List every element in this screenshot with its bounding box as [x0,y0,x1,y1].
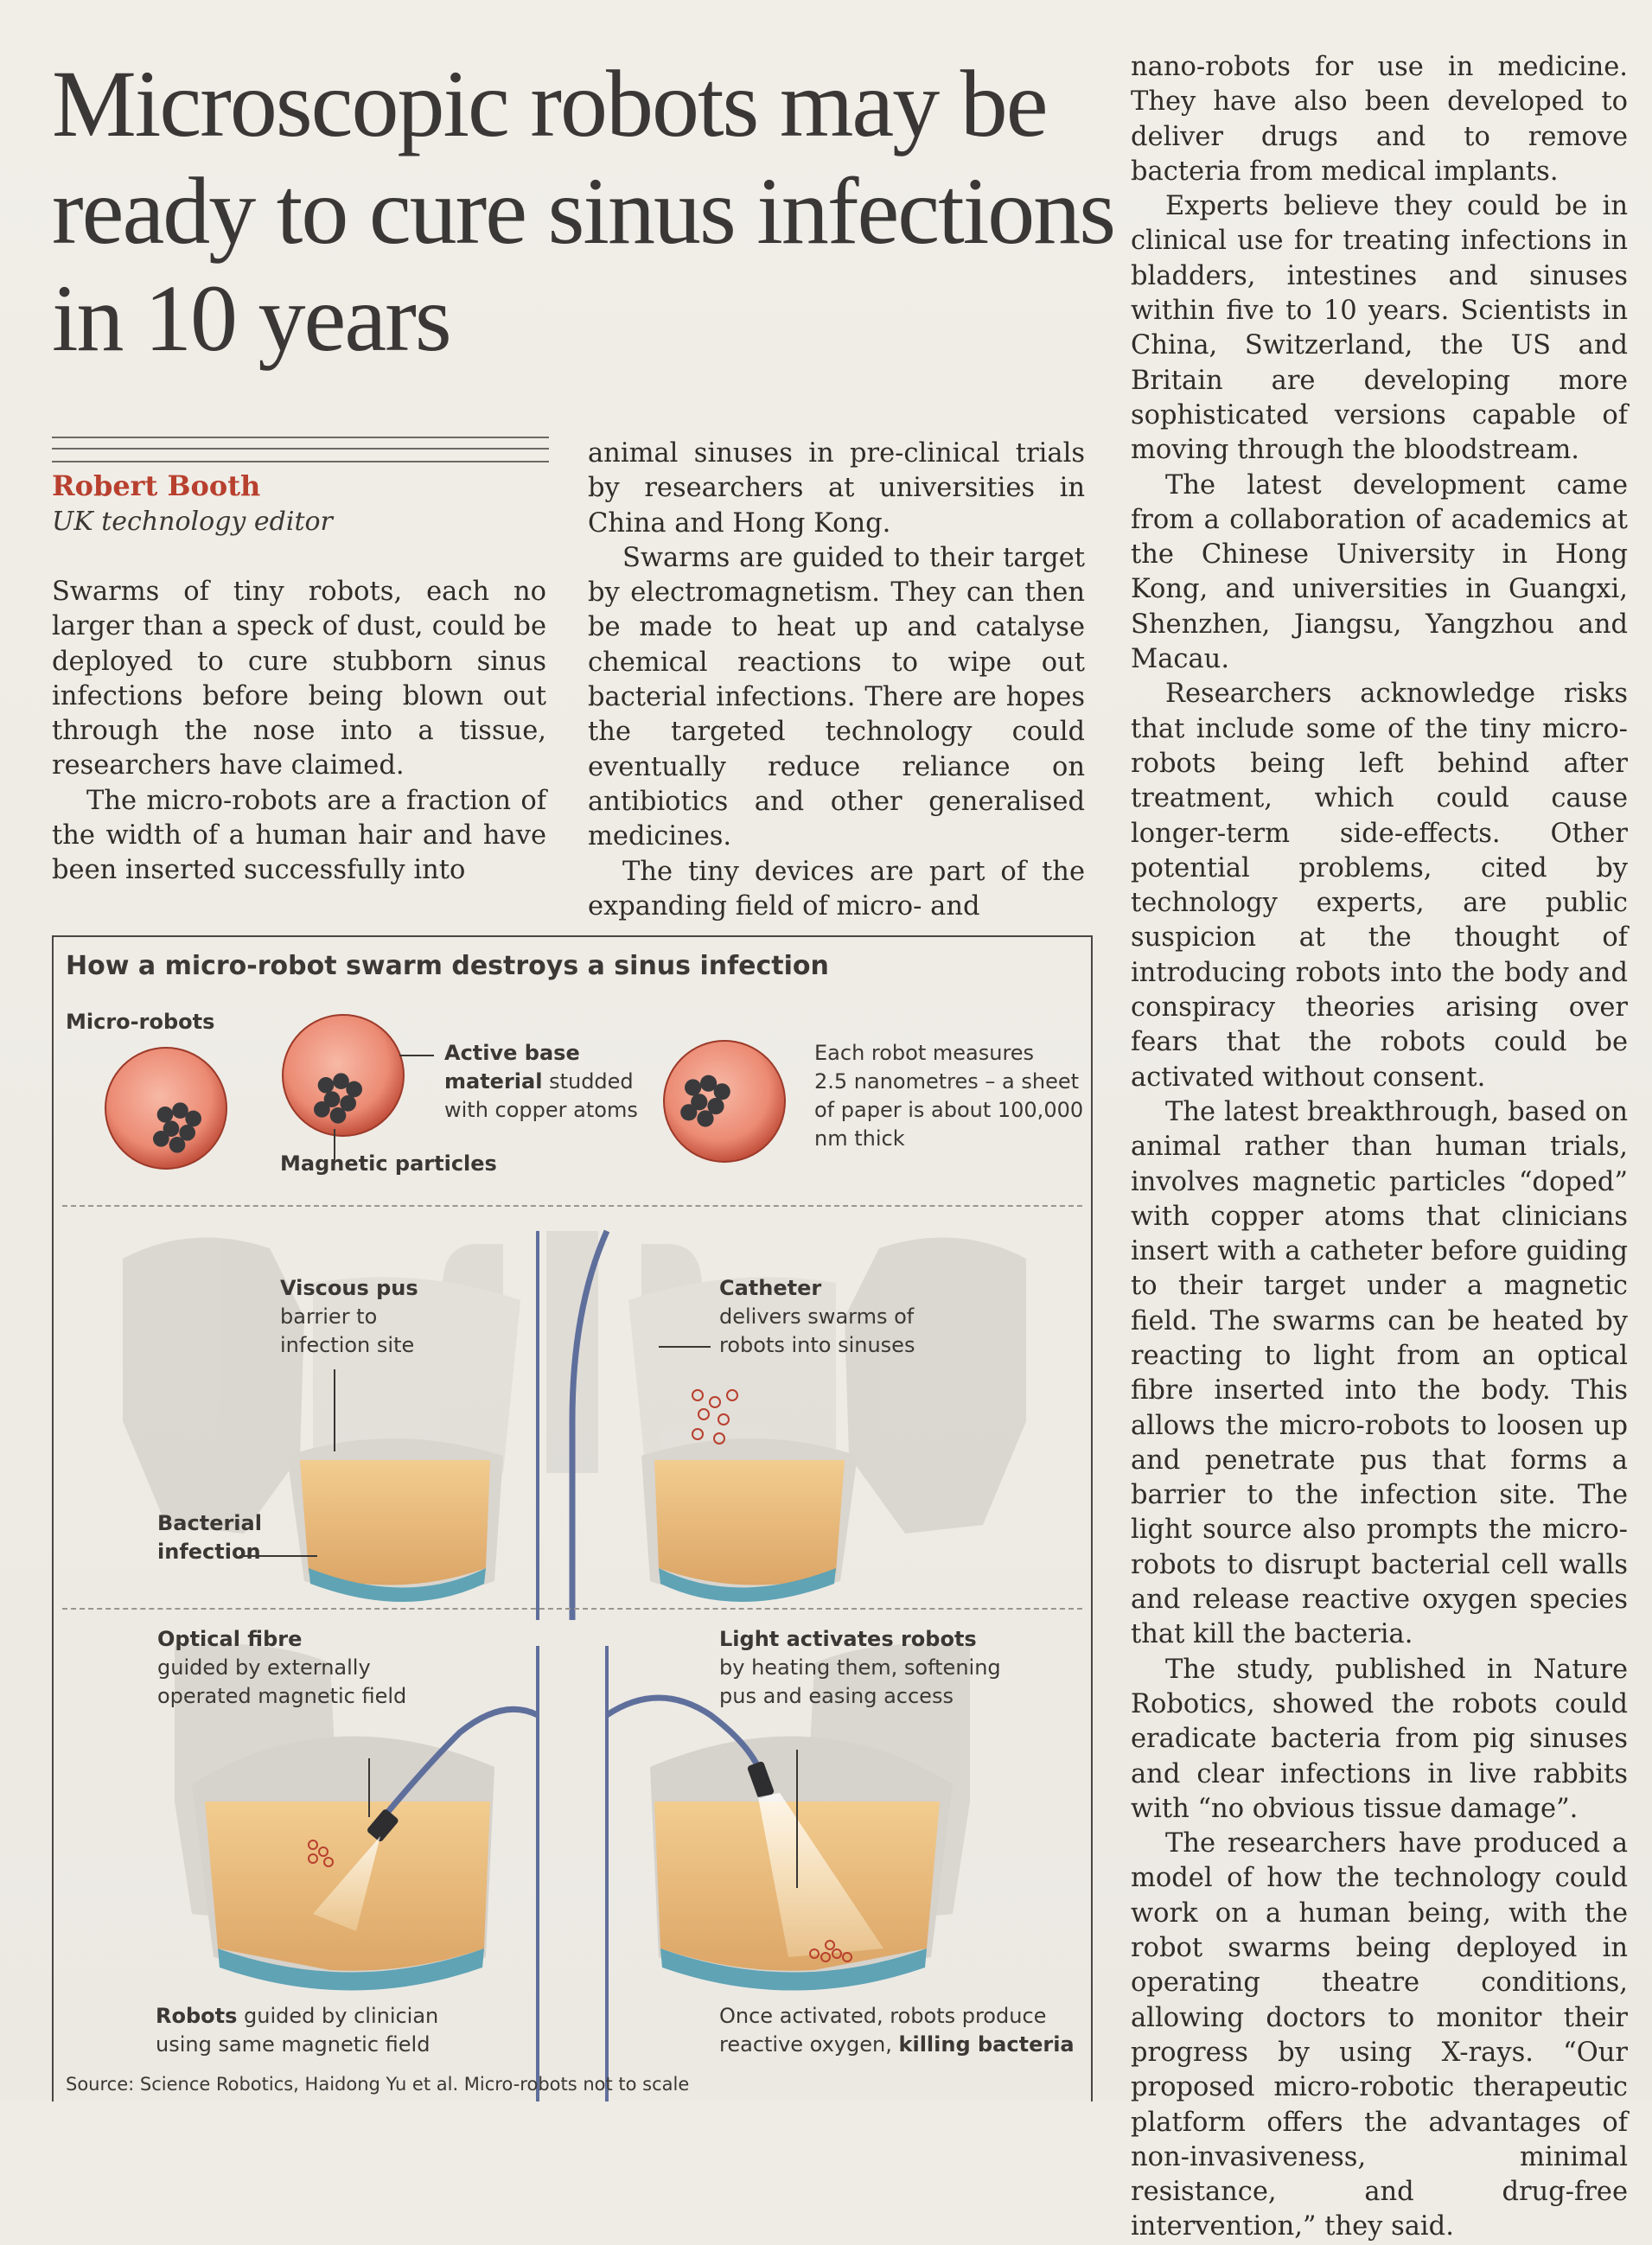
paragraph: Swarms are guided to their target by electromagnetism. They can then be made to heat up and catalyse chemical reactions to wipe out bacterial infections. There are hopes the targeted technology could eventually reduce reliance on antibiotics and other generalised medicines. [588,542,1085,852]
author-name: Robert Booth [52,469,261,502]
article-column-1 [52,575,546,889]
viscous-pus-label: Viscous pus barrier to infection site [280,1276,418,1357]
bacterial-infection-label: Bacterial infection [157,1511,262,1564]
robots-guided-label: Robots guided by clinician using same magnetic field [156,2004,439,2057]
optical-fibre-label: Optical fibre guided by externally operated magnetic field [157,1627,407,1708]
source-credit: Source: Science Robotics, Haidong Yu et al. Micro-robots not to scale [66,2074,690,2095]
paragraph: The latest development came from a collaboration of academics at the Chinese University in Hong Kong, and universities in Guangxi, Shenzhen, Jiangsu, Yangzhou and Macau. [1131,469,1628,675]
active-base-label: Active base material studded with copper atoms [444,1041,638,1122]
article-column-2 [588,437,1085,924]
byline-rules [52,437,549,462]
paragraph: nano-robots for use in medicine. They have also been developed to deliver drugs and to remove bacteria from medical implants. [1131,52,1628,187]
robot-size-label: Each robot measures 2.5 nanometres – a sheet of paper is about 100,000 nm thick [814,1041,1084,1151]
micro-robot-2 [283,1015,404,1136]
sinus-cavity-left-top [287,1438,503,1602]
paragraph: The researchers have produced a model of how the technology could work on a human being, with the robot swarms being deployed in operating theatre conditions, allowing doctors to monitor their progress by using X-rays. “Our proposed micro-robotic therapeutic platform offers the advantages of non-invasiveness, minimal resistance, and drug-free intervention,” they said. [1131,1828,1628,2242]
paragraph: Experts believe they could be in clinical use for treating infections in bladders, intestines and sinuses within five to 10 years. Scientists in China, Switzerland, the US and Britain are developing more sophisticated versions capable of moving through the bloodstream. [1131,191,1628,466]
dashed-divider [62,1205,1082,1207]
paragraph: Researchers acknowledge risks that include some of the tiny micro-robots being left behind after treatment, which could cause longer-term side-effects. Other potential problems, cited by technology experts, are public suspicion at the thought of introducing robots into the body and conspiracy theories arising over fears that the robots could be activated without consent. [1131,679,1628,1093]
infographic [52,935,1093,2101]
byline [52,467,549,539]
paragraph: The latest breakthrough, based on animal rather than human trials, involves magnetic particles “doped” with copper atoms that clinicians insert with a catheter before guiding to their target under a magnetic field. The swarms can be heated by reacting to light from an optical fibre inserted into the body. This allows the micro-robots to loosen up and penetrate pus that forms a barrier to the infection site. The light source also prompts the micro-robots to disrupt bacterial cell walls and release reactive oxygen species that kill the bacteria. [1131,1096,1628,1650]
micro-robot-3 [664,1041,785,1162]
sinus-cavity-left-bottom [192,1736,494,1990]
article-column-3 [1131,50,1628,2245]
sinus-cavity-right-top [641,1438,858,1602]
reactive-oxygen-label: Once activated, robots produce reactive oxygen, killing bacteria [719,2004,1075,2057]
catheter-label: Catheter delivers swarms of robots into sinuses [719,1276,915,1357]
micro-robots-label: Micro-robots [66,1010,215,1034]
paragraph: The study, published in Nature Robotics, showed the robots could eradicate bacteria from pig sinuses and clear infections in live rabbits with “no obvious tissue damage”. [1131,1654,1628,1824]
paragraph: The tiny devices are part of the expanding field of micro- and [588,856,1085,922]
dashed-divider [62,1608,1082,1610]
infographic-title: How a micro-robot swarm destroys a sinus infection [66,951,829,981]
paragraph: The micro-robots are a fraction of the width of a human hair and have been inserted successfully into [52,785,546,886]
paragraph: Swarms of tiny robots, each no larger than a speck of dust, could be deployed to cure stubborn sinus infections before being blown out through the nose into a tissue, researchers have claimed. [52,577,546,781]
light-activates-label: Light activates robots by heating them, softening pus and easing access [719,1627,1001,1708]
paragraph: animal sinuses in pre-clinical trials by researchers at universities in China and Hong Kong. [588,438,1085,539]
author-role: UK technology editor [52,507,333,537]
micro-robot-1 [105,1048,226,1169]
headline: Microscopic robots may be ready to cure sinus infections in 10 years [52,51,1115,371]
magnetic-particles-label: Magnetic particles [280,1151,497,1176]
